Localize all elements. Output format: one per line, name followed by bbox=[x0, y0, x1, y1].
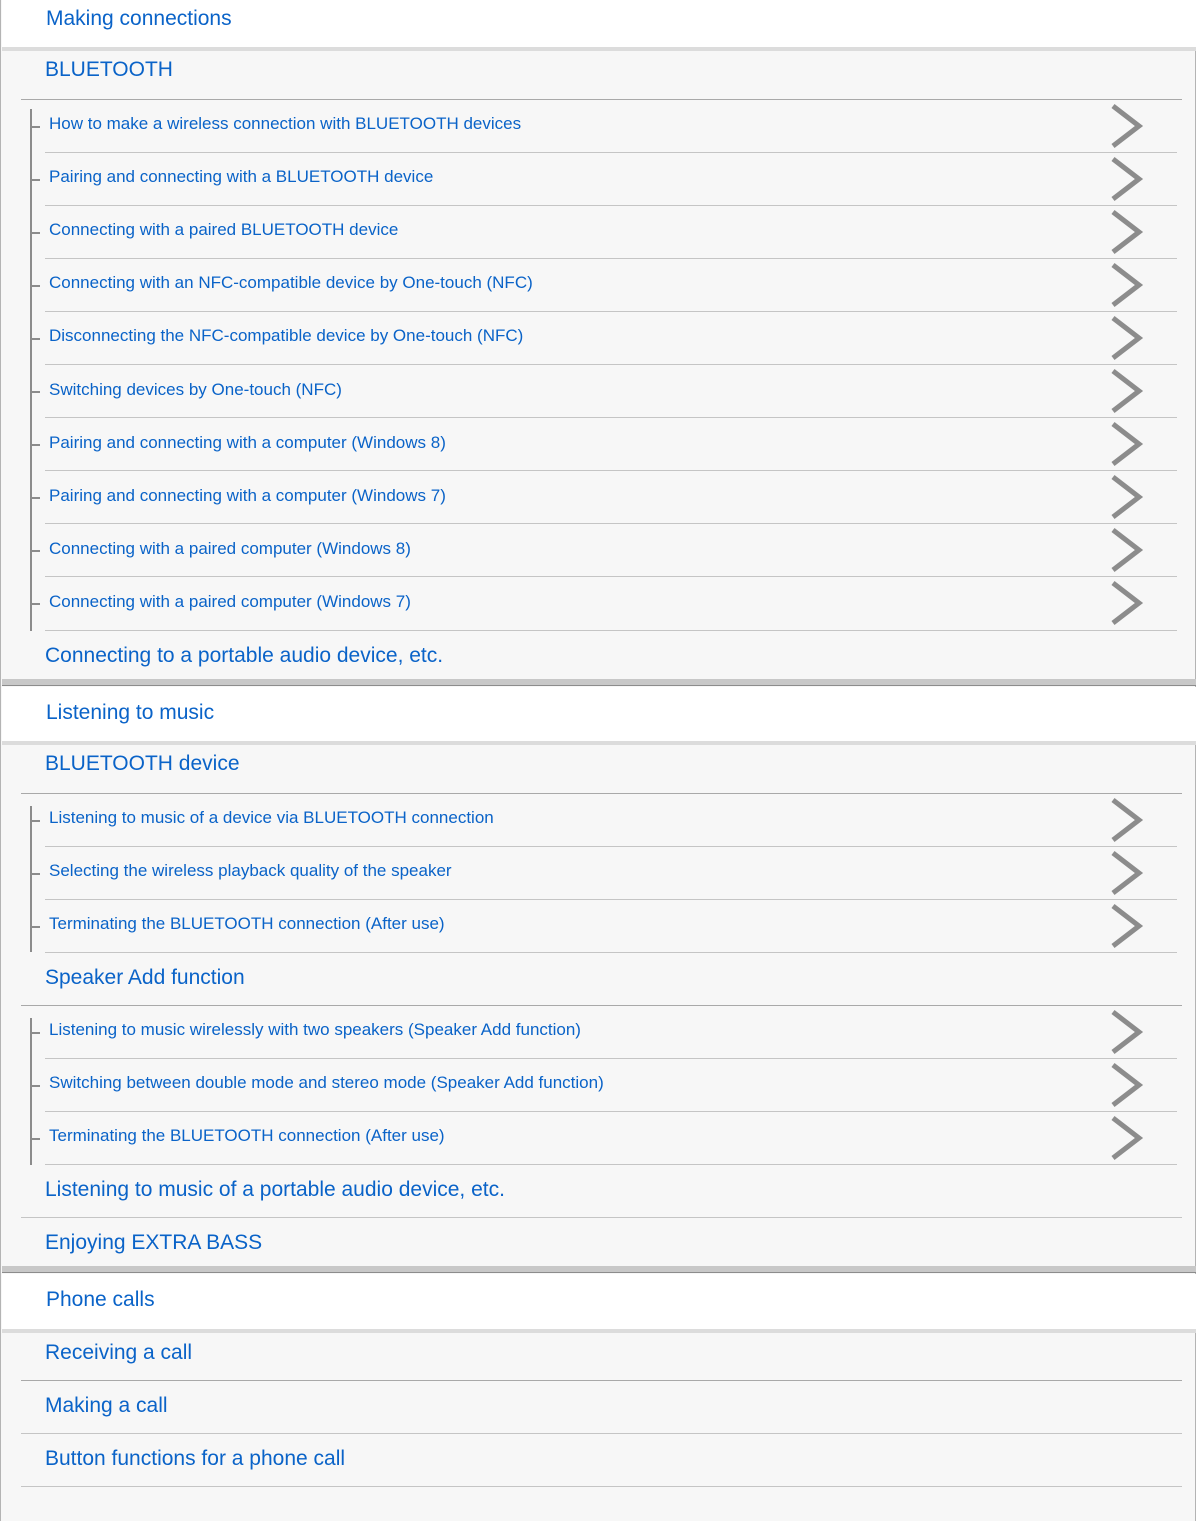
tree-tick bbox=[32, 820, 40, 822]
chevron-right-icon[interactable] bbox=[1109, 849, 1145, 897]
divider bbox=[21, 1433, 1182, 1434]
divider bbox=[2, 1329, 1196, 1333]
divider bbox=[2, 47, 1196, 51]
chevron-right-icon[interactable] bbox=[1109, 208, 1145, 256]
divider bbox=[45, 846, 1177, 847]
item-link[interactable]: Pairing and connecting with a computer (Windows 7) bbox=[49, 486, 446, 505]
chevron-right-icon[interactable] bbox=[1109, 102, 1145, 150]
divider bbox=[21, 1005, 1182, 1006]
category-title[interactable]: Listening to music bbox=[46, 701, 215, 724]
item-link[interactable]: Pairing and connecting with a BLUETOOTH device bbox=[49, 167, 434, 186]
subcategory-bluetooth-device[interactable]: BLUETOOTH device bbox=[45, 752, 240, 775]
item-link[interactable]: Selecting the wireless playback quality of the speaker bbox=[49, 861, 452, 880]
item-link[interactable]: Switching between double mode and stereo mode (Speaker Add function) bbox=[49, 1073, 604, 1092]
chevron-right-icon[interactable] bbox=[1109, 261, 1145, 309]
divider bbox=[45, 1111, 1177, 1112]
tree-tick bbox=[32, 232, 40, 234]
divider bbox=[21, 1380, 1182, 1381]
category-header-making-connections[interactable] bbox=[2, 0, 1196, 47]
subcategory-extra-bass[interactable]: Enjoying EXTRA BASS bbox=[45, 1231, 263, 1254]
divider bbox=[45, 152, 1177, 153]
divider bbox=[45, 523, 1177, 524]
chevron-right-icon[interactable] bbox=[1109, 796, 1145, 844]
divider bbox=[45, 364, 1177, 365]
item-link[interactable]: Listening to music wirelessly with two speakers (Speaker Add function) bbox=[49, 1020, 581, 1039]
divider bbox=[21, 99, 1182, 100]
tree-tick bbox=[32, 603, 40, 605]
chevron-right-icon[interactable] bbox=[1109, 902, 1145, 950]
category-title[interactable]: Making connections bbox=[46, 7, 232, 30]
tree-tick bbox=[32, 444, 40, 446]
chevron-right-icon[interactable] bbox=[1109, 314, 1145, 362]
subcategory-making-call[interactable]: Making a call bbox=[45, 1394, 168, 1417]
chevron-right-icon[interactable] bbox=[1109, 420, 1145, 468]
subcategory-portable-audio-music[interactable]: Listening to music of a portable audio device, etc. bbox=[45, 1178, 505, 1201]
tree-connector bbox=[30, 1018, 32, 1165]
divider bbox=[2, 741, 1196, 745]
divider bbox=[45, 952, 1177, 953]
tree-tick bbox=[32, 1085, 40, 1087]
tree-tick bbox=[32, 497, 40, 499]
tree-tick bbox=[32, 550, 40, 552]
subcategory-button-functions[interactable]: Button functions for a phone call bbox=[45, 1447, 346, 1470]
tree-connector bbox=[30, 806, 32, 952]
tree-tick bbox=[32, 1032, 40, 1034]
divider bbox=[45, 470, 1177, 471]
divider bbox=[21, 1486, 1182, 1487]
item-link[interactable]: Disconnecting the NFC-compatible device by One-touch (NFC) bbox=[49, 326, 524, 345]
tree-tick bbox=[32, 926, 40, 928]
divider bbox=[45, 576, 1177, 577]
item-link[interactable]: Connecting with a paired BLUETOOTH device bbox=[49, 220, 399, 239]
category-header-phone-calls[interactable] bbox=[2, 1274, 1196, 1329]
divider bbox=[45, 1058, 1177, 1059]
tree-tick bbox=[32, 285, 40, 287]
item-link[interactable]: Switching devices by One-touch (NFC) bbox=[49, 380, 342, 399]
tree-tick bbox=[32, 873, 40, 875]
category-title[interactable]: Phone calls bbox=[46, 1288, 155, 1311]
section-divider bbox=[2, 1266, 1196, 1273]
tree-tick bbox=[32, 338, 40, 340]
item-link[interactable]: Connecting with an NFC-compatible device by One-touch (NFC) bbox=[49, 273, 533, 292]
item-link[interactable]: How to make a wireless connection with BLUETOOTH devices bbox=[49, 114, 522, 133]
item-link[interactable]: Listening to music of a device via BLUETOOTH connection bbox=[49, 808, 494, 827]
item-link[interactable]: Connecting with a paired computer (Windows 7) bbox=[49, 592, 411, 611]
chevron-right-icon[interactable] bbox=[1109, 155, 1145, 203]
divider bbox=[45, 899, 1177, 900]
chevron-right-icon[interactable] bbox=[1109, 473, 1145, 521]
divider bbox=[45, 205, 1177, 206]
divider bbox=[21, 793, 1182, 794]
chevron-right-icon[interactable] bbox=[1109, 1061, 1145, 1109]
chevron-right-icon[interactable] bbox=[1109, 1114, 1145, 1162]
subcategory-portable-audio[interactable]: Connecting to a portable audio device, etc. bbox=[45, 644, 444, 667]
tree-tick bbox=[32, 391, 40, 393]
divider bbox=[45, 630, 1177, 631]
tree-tick bbox=[32, 126, 40, 128]
divider bbox=[45, 417, 1177, 418]
chevron-right-icon[interactable] bbox=[1109, 1008, 1145, 1056]
chevron-right-icon[interactable] bbox=[1109, 579, 1145, 627]
tree-tick bbox=[32, 1138, 40, 1140]
chevron-right-icon[interactable] bbox=[1109, 526, 1145, 574]
section-divider bbox=[2, 679, 1196, 686]
divider bbox=[21, 1217, 1182, 1218]
item-link[interactable]: Terminating the BLUETOOTH connection (After use) bbox=[49, 914, 445, 933]
category-header-listening-to-music[interactable] bbox=[2, 687, 1196, 741]
chevron-right-icon[interactable] bbox=[1109, 367, 1145, 415]
item-link[interactable]: Pairing and connecting with a computer (Windows 8) bbox=[49, 433, 446, 452]
divider bbox=[45, 258, 1177, 259]
divider bbox=[45, 1164, 1177, 1165]
subcategory-bluetooth[interactable]: BLUETOOTH bbox=[45, 58, 173, 81]
tree-tick bbox=[32, 179, 40, 181]
subcategory-receiving-call[interactable]: Receiving a call bbox=[45, 1341, 193, 1364]
item-link[interactable]: Connecting with a paired computer (Windows 8) bbox=[49, 539, 411, 558]
divider bbox=[45, 311, 1177, 312]
item-link[interactable]: Terminating the BLUETOOTH connection (After use) bbox=[49, 1126, 445, 1145]
subcategory-speaker-add[interactable]: Speaker Add function bbox=[45, 966, 245, 989]
tree-connector bbox=[30, 109, 32, 631]
